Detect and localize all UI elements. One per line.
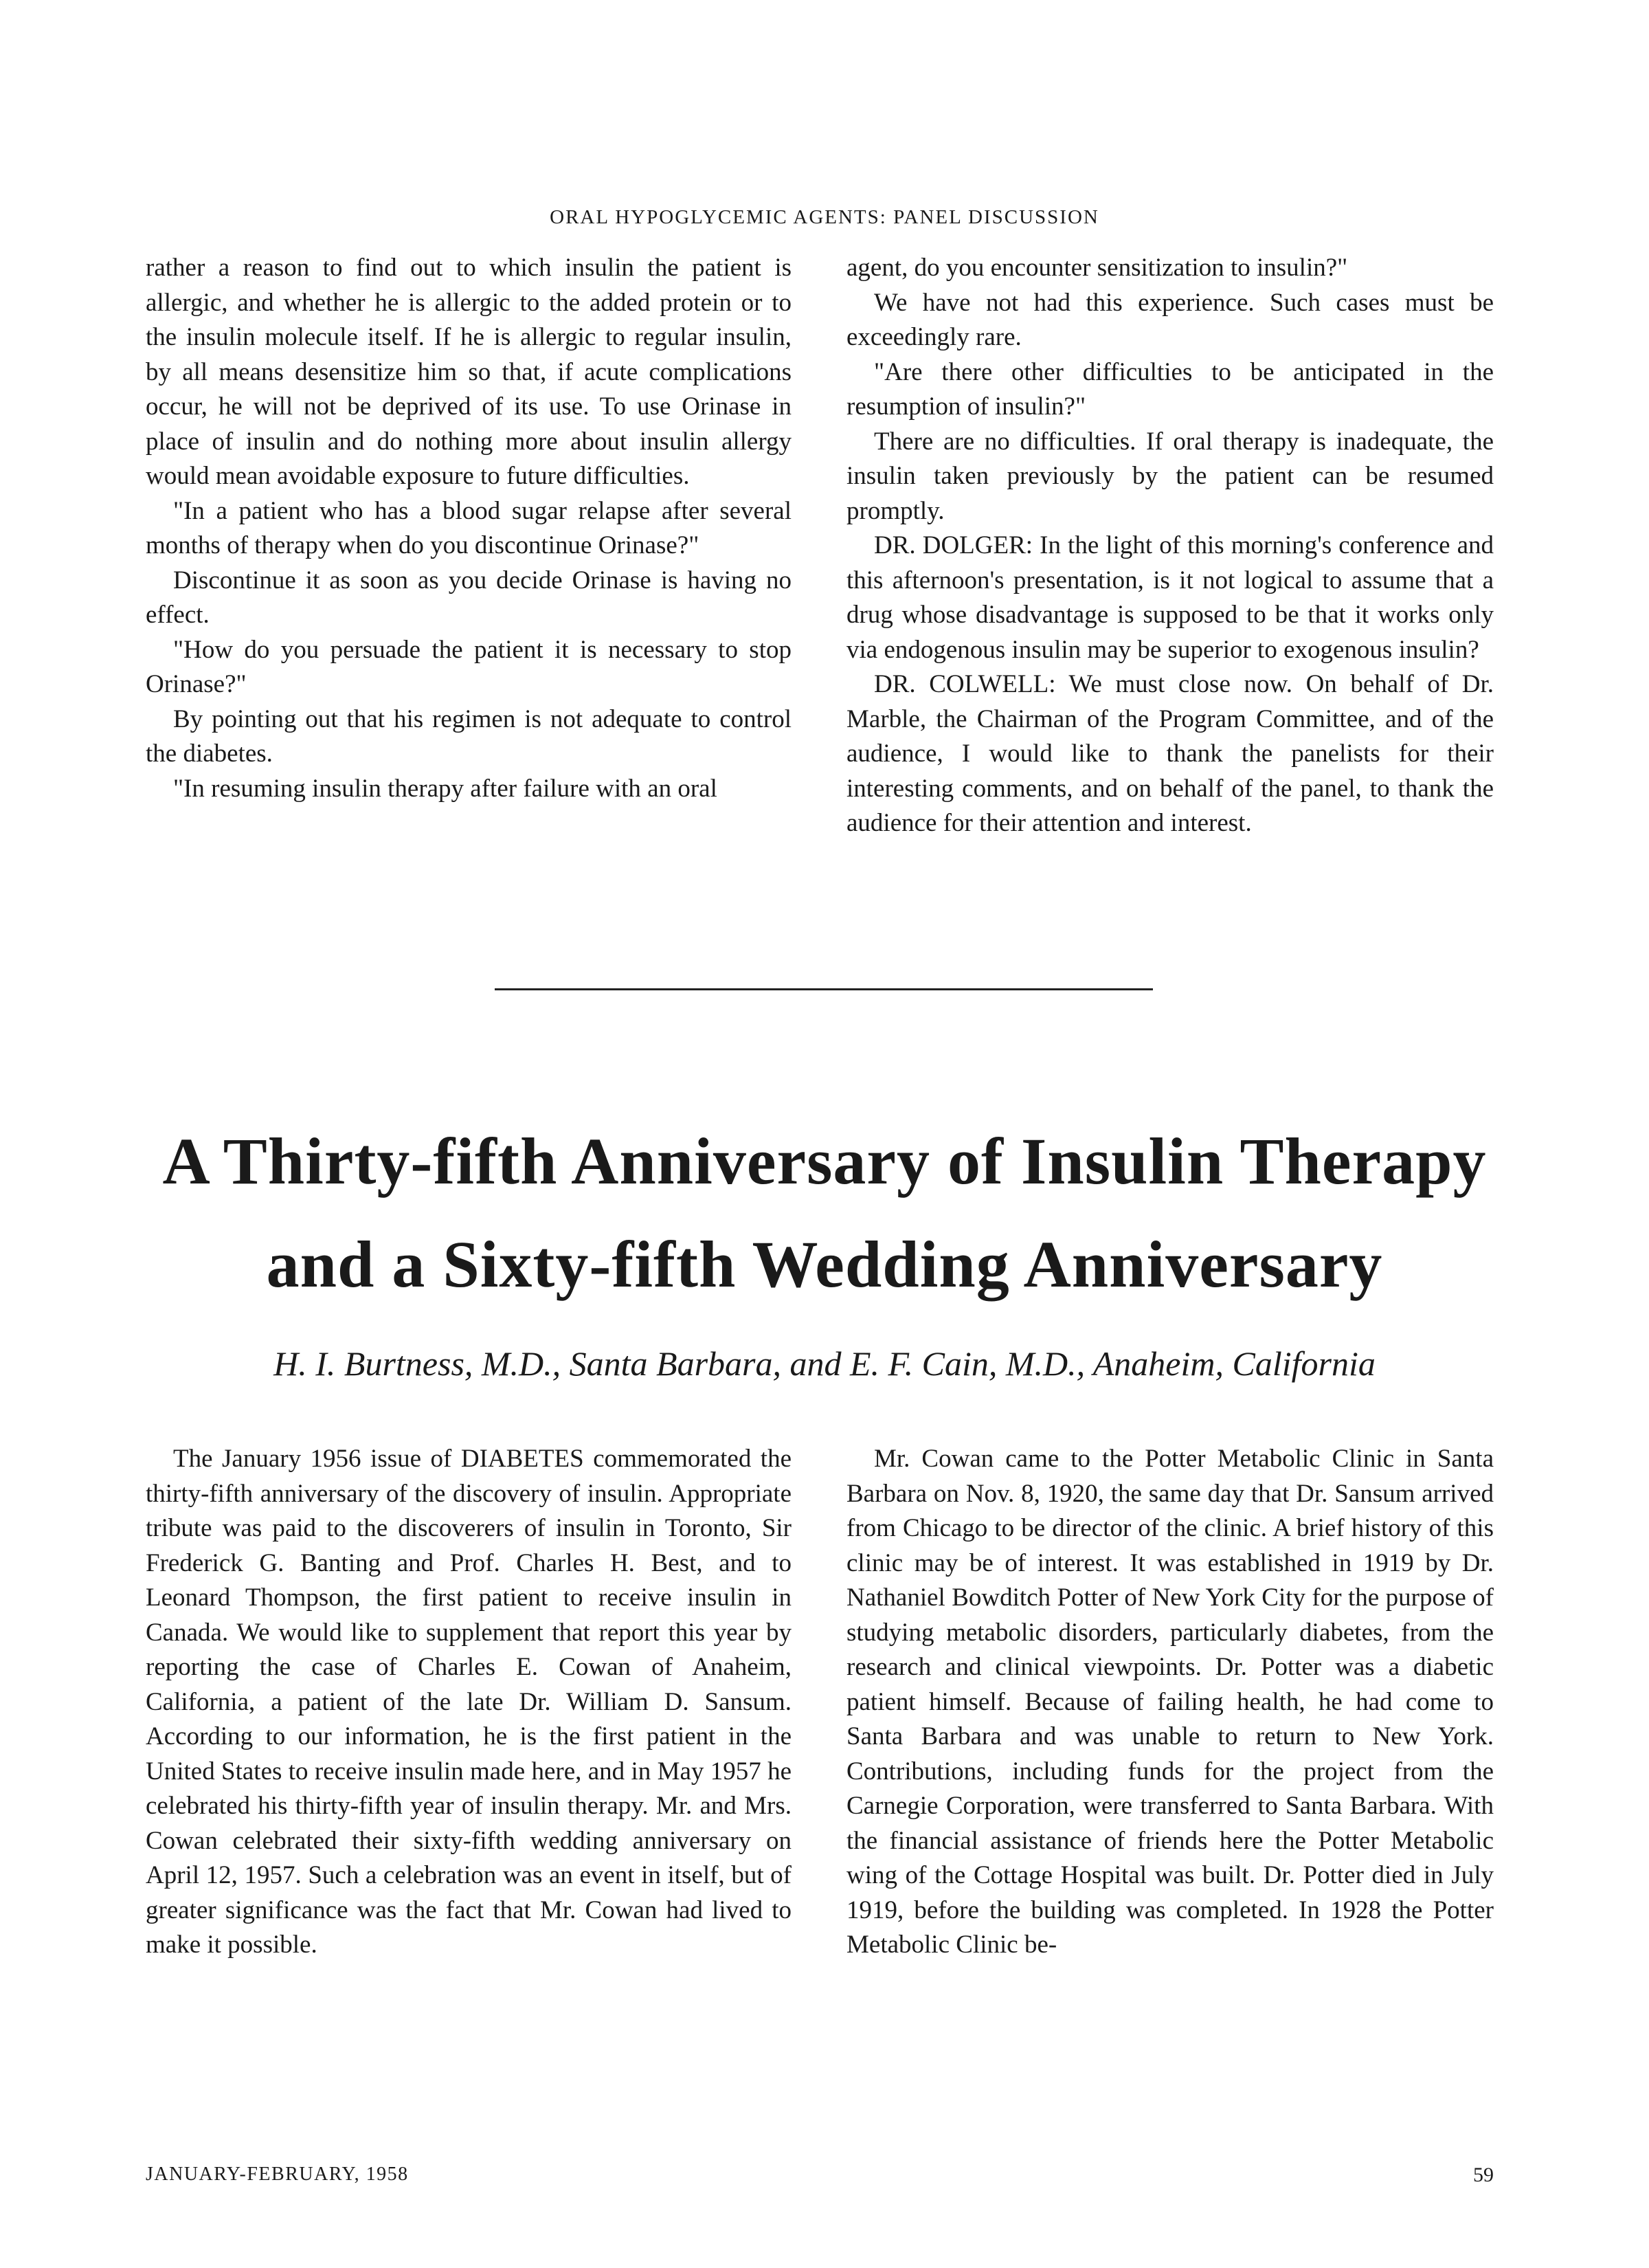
page-number: 59 xyxy=(1473,2164,1494,2186)
speaker-text: In the light of this morning's conference and this afternoon's presentation, is it not logical to assume that a drug whose disadvantage is supposed to be that it works only via endogenous insulin may be superior to exogenous insulin? xyxy=(846,531,1494,664)
paragraph: "In a patient who has a blood sugar relapse after several months of therapy when do you discontinue Orinase?" xyxy=(146,496,792,559)
paragraph: Discontinue it as soon as you decide Orinase is having no effect. xyxy=(146,566,792,629)
paragraph: "Are there other difficulties to be anticipated in the resumption of insulin?" xyxy=(846,357,1494,421)
article-title xyxy=(0,1110,1649,1316)
dolger-paragraph xyxy=(846,529,1494,667)
article-right-column xyxy=(846,1442,1494,1963)
panel-discussion-left-column xyxy=(146,251,792,806)
speaker-name: DR. DOLGER: xyxy=(874,531,1033,559)
paragraph: There are no difficulties. If oral therapy is inadequate, the insulin taken previously by the patient can be resumed promptly. xyxy=(846,427,1494,525)
colwell-paragraph xyxy=(846,667,1494,841)
panel-discussion-right-column xyxy=(846,251,1494,841)
text-run: commemorated the thirty-fifth anniversary of the discovery of insulin. Appropriate tribute was paid to the discoverers of insulin in Toronto, Sir Frederick G. Banting and Prof. Charles H. Best, and to Leonard Thompson, the first patient to receive insulin in Canada. We would like to supplement that report this year by reporting the case of Charles E. Cowan of Anaheim, California, a patient of the late Dr. William D. Sansum. According to our information, he is the first patient in the United States to receive insulin made here, and in May 1957 he celebrated his thirty-fifth year of insulin therapy. Mr. and Mrs. Cowan celebrated their sixty-fifth wedding anniversary on April 12, 1957. Such a celebration was an event in itself, but of greater significance was the fact that Mr. Cowan had lived to make it possible. xyxy=(146,1445,792,1959)
paragraph: agent, do you encounter sensitization to insulin?" xyxy=(846,254,1348,282)
paragraph: "In resuming insulin therapy after failure with an oral xyxy=(173,774,717,803)
history-paragraph: Mr. Cowan came to the Potter Metabolic Clinic in Santa Barbara on Nov. 8, 1920, the same day that Dr. Sansum arrived from Chicago to be director of the clinic. A brief history of this clinic may be of interest. It was established in 1919 by Dr. Nathaniel Bowditch Potter of New York City for the purpose of studying metabolic disorders, particularly diabetes, from the research and clinical viewpoints. Dr. Potter was a diabetic patient himself. Because of failing health, he had come to Santa Barbara and was unable to return to New York. Contributions, including funds for the project from the Carnegie Corporation, were transferred to Santa Barbara. With the financial assistance of friends here the Potter Metabolic wing of the Cottage Hospital was built. Dr. Potter died in July 1919, before the building was completed. In 1928 the Potter Metabolic Clinic be- xyxy=(846,1445,1494,1959)
paragraph: By pointing out that his regimen is not adequate to control the diabetes. xyxy=(146,704,792,768)
title-line-1: A Thirty-fifth Anniversary of Insulin Therapy xyxy=(162,1124,1487,1198)
journal-name: DIABETES xyxy=(460,1445,584,1473)
footer-issue: JANUARY-FEBRUARY, 1958 xyxy=(146,2164,409,2185)
paragraph: "How do you persuade the patient it is necessary to stop Orinase?" xyxy=(146,635,792,698)
running-head: ORAL HYPOGLYCEMIC AGENTS: PANEL DISCUSSION xyxy=(550,206,1099,228)
article-authors: H. I. Burtness, M.D., Santa Barbara, and E. F. Cain, M.D., Anaheim, California xyxy=(273,1344,1376,1383)
title-line-2: and a Sixty-fifth Wedding Anniversary xyxy=(266,1227,1383,1301)
speaker-name: DR. COLWELL: xyxy=(874,670,1056,698)
section-divider xyxy=(495,988,1153,990)
paragraph: We have not had this experience. Such cases must be exceedingly rare. xyxy=(846,288,1494,351)
paragraph: rather a reason to find out to which insulin the patient is allergic, and whether he is allergic to the added protein or to the insulin molecule itself. If he is allergic to regular insulin, by all means desensitize him so that, if acute complications occur, he will not be deprived of its use. To use Orinase in place of insulin and do nothing more about insulin allergy would mean avoidable exposure to future difficulties. xyxy=(146,254,792,490)
text-run: The January 1956 issue of xyxy=(173,1445,452,1473)
article-left-column xyxy=(146,1442,792,1963)
intro-paragraph xyxy=(146,1442,792,1963)
speaker-text: We must close now. On behalf of Dr. Marble, the Chairman of the Program Committee, and of the audience, I would like to thank the panelists for their interesting comments, and on behalf of the panel, to thank the audience for their attention and interest. xyxy=(846,670,1494,837)
